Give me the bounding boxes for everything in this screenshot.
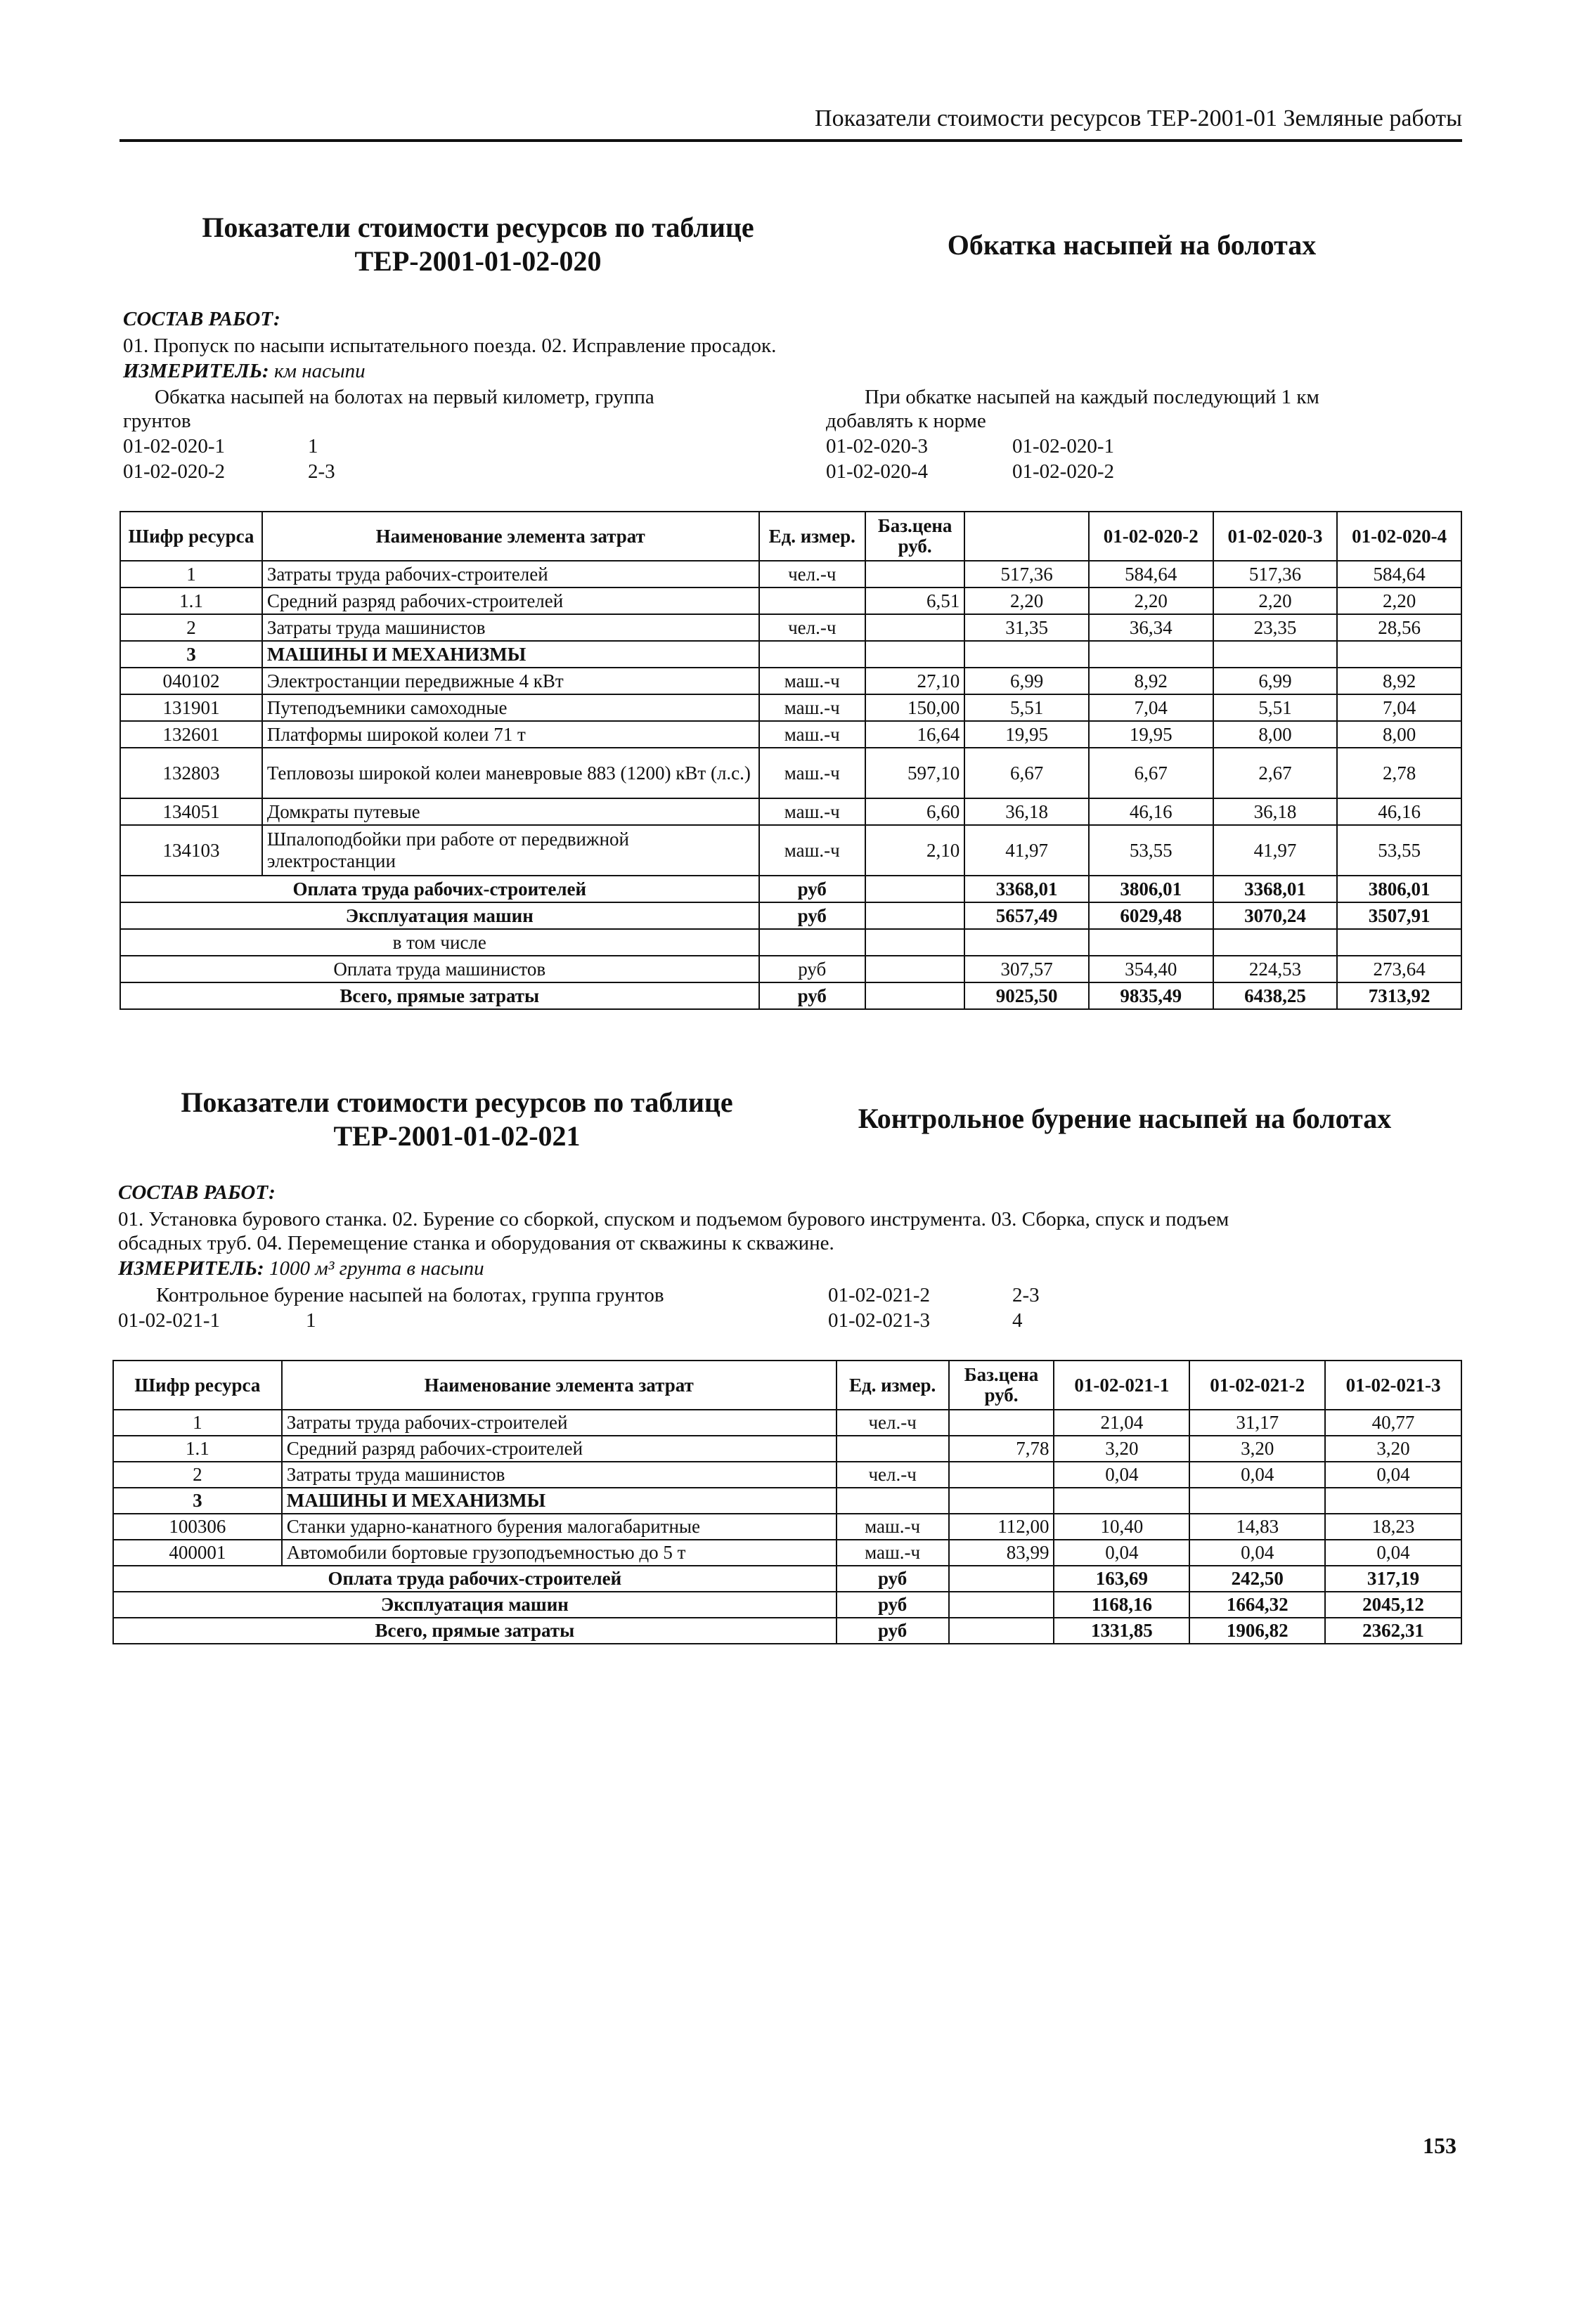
summary-value: 3806,01 bbox=[1089, 876, 1213, 902]
summary-value: 354,40 bbox=[1089, 956, 1213, 982]
summary-label: Оплата труда машинистов bbox=[120, 956, 759, 982]
cell-price: 112,00 bbox=[949, 1514, 1054, 1540]
cell-value: 2,20 bbox=[1337, 588, 1461, 614]
section2-note: Контрольное бурение насыпей на болотах, группа грунтов bbox=[156, 1284, 664, 1306]
cell-price bbox=[865, 561, 964, 588]
summary-value: 1906,82 bbox=[1189, 1618, 1325, 1644]
summary-unit: руб bbox=[759, 902, 865, 929]
section1-right-val-1: 01-02-020-1 bbox=[1012, 435, 1114, 457]
cell-value: 14,83 bbox=[1189, 1514, 1325, 1540]
col-header-code-2: 01-02-020-2 bbox=[1089, 512, 1213, 561]
col-header-code-3: 01-02-020-3 bbox=[1213, 512, 1338, 561]
cell-shifr: 2 bbox=[113, 1462, 282, 1488]
section1-right-note-1: При обкатке насыпей на каждый последующий 1 км bbox=[865, 386, 1319, 408]
cell-shifr: 1 bbox=[120, 561, 262, 588]
cell-value: 7,04 bbox=[1337, 694, 1461, 721]
cell-name: Электростанции передвижные 4 кВт bbox=[262, 668, 759, 694]
table-row bbox=[120, 588, 1461, 614]
summary-value: 9835,49 bbox=[1089, 982, 1213, 1009]
summary-row bbox=[120, 929, 1461, 956]
cell-value: 6,67 bbox=[1089, 748, 1213, 798]
cell-value: 8,00 bbox=[1213, 721, 1338, 748]
cell-price bbox=[865, 641, 964, 668]
summary-unit: руб bbox=[759, 982, 865, 1009]
summary-value bbox=[1213, 929, 1338, 956]
section2-right-code-1: 01-02-021-2 bbox=[828, 1284, 930, 1306]
summary-price bbox=[865, 876, 964, 902]
summary-price bbox=[865, 982, 964, 1009]
summary-row bbox=[120, 956, 1461, 982]
cell-price: 597,10 bbox=[865, 748, 964, 798]
cell-shifr: 040102 bbox=[120, 668, 262, 694]
cell-value: 517,36 bbox=[1213, 561, 1338, 588]
cell-value: 0,04 bbox=[1054, 1540, 1189, 1566]
table-row bbox=[113, 1540, 1461, 1566]
section2-title-line2: ТЕР-2001-01-02-021 bbox=[333, 1120, 581, 1152]
cell-unit bbox=[837, 1436, 949, 1462]
summary-unit: руб bbox=[759, 956, 865, 982]
col-header-shifr: Шифр ресурса bbox=[120, 512, 262, 561]
summary-value: 3368,01 bbox=[1213, 876, 1338, 902]
cell-value: 3,20 bbox=[1189, 1436, 1325, 1462]
table-row bbox=[120, 748, 1461, 798]
cell-name: Автомобили бортовые грузоподъемностью до 5 т bbox=[282, 1540, 837, 1566]
cell-shifr: 1.1 bbox=[113, 1436, 282, 1462]
cell-name: Тепловозы широкой колеи маневровые 883 (1200) кВт (л.с.) bbox=[262, 748, 759, 798]
section2-right-val-2: 4 bbox=[1012, 1309, 1023, 1332]
section1-izm-value: км насыпи bbox=[273, 360, 366, 382]
table-row bbox=[120, 561, 1461, 588]
section2-izmeritel bbox=[118, 1257, 484, 1280]
summary-label: Оплата труда рабочих-строителей bbox=[113, 1566, 837, 1592]
summary-value: 6029,48 bbox=[1089, 902, 1213, 929]
cell-value: 31,35 bbox=[964, 614, 1089, 641]
cell-value: 6,67 bbox=[964, 748, 1089, 798]
cell-value bbox=[1189, 1488, 1325, 1514]
cell-value: 517,36 bbox=[964, 561, 1089, 588]
cell-value: 41,97 bbox=[964, 825, 1089, 876]
summary-value: 6438,25 bbox=[1213, 982, 1338, 1009]
summary-label: в том числе bbox=[120, 929, 759, 956]
table-header-row bbox=[120, 512, 1461, 561]
section1-sostav-text: 01. Пропуск по насыпи испытательного поезда. 02. Исправление просадок. bbox=[123, 335, 777, 357]
cell-unit: чел.-ч bbox=[837, 1462, 949, 1488]
cell-value bbox=[964, 641, 1089, 668]
summary-unit bbox=[759, 929, 865, 956]
cell-name: Затраты труда рабочих-строителей bbox=[262, 561, 759, 588]
col-header-price: Баз.цена руб. bbox=[865, 512, 964, 561]
summary-value: 273,64 bbox=[1337, 956, 1461, 982]
cell-value bbox=[1337, 641, 1461, 668]
cell-unit: маш.-ч bbox=[837, 1514, 949, 1540]
cell-name: Путеподъемники самоходные bbox=[262, 694, 759, 721]
cell-value: 53,55 bbox=[1337, 825, 1461, 876]
cell-shifr: 134103 bbox=[120, 825, 262, 876]
cell-value bbox=[1213, 641, 1338, 668]
cell-unit: чел.-ч bbox=[759, 561, 865, 588]
table-row bbox=[120, 641, 1461, 668]
summary-unit: руб bbox=[837, 1618, 949, 1644]
summary-row bbox=[113, 1592, 1461, 1618]
cell-value: 0,04 bbox=[1189, 1462, 1325, 1488]
summary-price bbox=[949, 1592, 1054, 1618]
col-header-code-3: 01-02-021-3 bbox=[1325, 1361, 1461, 1410]
cell-value: 0,04 bbox=[1325, 1540, 1461, 1566]
table-row bbox=[120, 614, 1461, 641]
section2-izm-label: ИЗМЕРИТЕЛЬ: bbox=[118, 1257, 264, 1280]
col-header-shifr: Шифр ресурса bbox=[113, 1361, 282, 1410]
cell-value: 3,20 bbox=[1054, 1436, 1189, 1462]
cell-value: 53,55 bbox=[1089, 825, 1213, 876]
summary-value: 1331,85 bbox=[1054, 1618, 1189, 1644]
summary-value: 2045,12 bbox=[1325, 1592, 1461, 1618]
cell-value bbox=[1054, 1488, 1189, 1514]
section2-right-val-1: 2-3 bbox=[1012, 1284, 1040, 1306]
section2-sostav-line2: обсадных труб. 04. Перемещение станка и оборудования от скважины к скважине. bbox=[118, 1232, 834, 1254]
col-header-code-1 bbox=[964, 512, 1089, 561]
section1-left-note-2: грунтов bbox=[123, 410, 191, 432]
table-row bbox=[113, 1436, 1461, 1462]
cell-value: 46,16 bbox=[1089, 798, 1213, 825]
cell-price bbox=[949, 1488, 1054, 1514]
cell-name: Средний разряд рабочих-строителей bbox=[282, 1436, 837, 1462]
summary-value: 3070,24 bbox=[1213, 902, 1338, 929]
summary-value: 1664,32 bbox=[1189, 1592, 1325, 1618]
cell-unit: маш.-ч bbox=[759, 668, 865, 694]
cell-shifr: 3 bbox=[113, 1488, 282, 1514]
summary-value: 7313,92 bbox=[1337, 982, 1461, 1009]
col-header-code-4: 01-02-020-4 bbox=[1337, 512, 1461, 561]
cell-value: 2,20 bbox=[1213, 588, 1338, 614]
table-header-row bbox=[113, 1361, 1461, 1410]
table-row bbox=[120, 825, 1461, 876]
cell-unit bbox=[759, 641, 865, 668]
section1-right-code-1: 01-02-020-3 bbox=[826, 435, 928, 457]
section2-izm-value: 1000 м³ грунта в насыпи bbox=[269, 1257, 484, 1280]
section2-table-body bbox=[113, 1410, 1461, 1644]
summary-value: 1168,16 bbox=[1054, 1592, 1189, 1618]
summary-value: 3806,01 bbox=[1337, 876, 1461, 902]
summary-row bbox=[120, 982, 1461, 1009]
cell-shifr: 100306 bbox=[113, 1514, 282, 1540]
cell-unit: маш.-ч bbox=[759, 798, 865, 825]
summary-value: 5657,49 bbox=[964, 902, 1089, 929]
cell-shifr: 134051 bbox=[120, 798, 262, 825]
cell-price: 150,00 bbox=[865, 694, 964, 721]
section1-left-note-1: Обкатка насыпей на болотах на первый километр, группа bbox=[155, 386, 654, 408]
cell-unit: маш.-ч bbox=[759, 694, 865, 721]
cell-name: МАШИНЫ И МЕХАНИЗМЫ bbox=[262, 641, 759, 668]
cell-price: 6,60 bbox=[865, 798, 964, 825]
cell-value: 21,04 bbox=[1054, 1410, 1189, 1436]
table-row bbox=[113, 1514, 1461, 1540]
section2-left-code-1: 01-02-021-1 bbox=[118, 1309, 220, 1332]
cell-value: 2,20 bbox=[1089, 588, 1213, 614]
cell-shifr: 132803 bbox=[120, 748, 262, 798]
cell-value: 0,04 bbox=[1189, 1540, 1325, 1566]
cell-shifr: 1 bbox=[113, 1410, 282, 1436]
section1-table bbox=[120, 511, 1462, 1010]
table-row bbox=[120, 721, 1461, 748]
cell-value: 0,04 bbox=[1325, 1462, 1461, 1488]
section2-sostav-line1: 01. Установка бурового станка. 02. Бурение со сборкой, спуском и подъемом бурового инструмента. 03. Сборка, спуск и подъем bbox=[118, 1208, 1229, 1231]
summary-row bbox=[113, 1566, 1461, 1592]
col-header-code-2: 01-02-021-2 bbox=[1189, 1361, 1325, 1410]
cell-value: 0,04 bbox=[1054, 1462, 1189, 1488]
section1-izm-label: ИЗМЕРИТЕЛЬ: bbox=[123, 360, 269, 382]
section1-title-line2: ТЕР-2001-01-02-020 bbox=[354, 245, 602, 277]
cell-price: 16,64 bbox=[865, 721, 964, 748]
cell-name: Шпалоподбойки при работе от передвижной электростанции bbox=[262, 825, 759, 876]
cell-unit bbox=[759, 588, 865, 614]
summary-row bbox=[120, 902, 1461, 929]
section1-left-code-1: 01-02-020-1 bbox=[123, 435, 225, 457]
summary-value: 9025,50 bbox=[964, 982, 1089, 1009]
cell-value: 36,18 bbox=[1213, 798, 1338, 825]
cell-shifr: 2 bbox=[120, 614, 262, 641]
cell-value: 8,00 bbox=[1337, 721, 1461, 748]
section2-sostav-label: СОСТАВ РАБОТ: bbox=[118, 1181, 276, 1204]
cell-unit: маш.-ч bbox=[759, 825, 865, 876]
cell-unit: чел.-ч bbox=[759, 614, 865, 641]
table-row bbox=[113, 1462, 1461, 1488]
cell-value: 584,64 bbox=[1089, 561, 1213, 588]
cell-value: 41,97 bbox=[1213, 825, 1338, 876]
col-header-name: Наименование элемента затрат bbox=[282, 1361, 837, 1410]
summary-value: 307,57 bbox=[964, 956, 1089, 982]
cell-value: 40,77 bbox=[1325, 1410, 1461, 1436]
table-row bbox=[113, 1488, 1461, 1514]
summary-price bbox=[865, 956, 964, 982]
table-row bbox=[113, 1410, 1461, 1436]
summary-value bbox=[964, 929, 1089, 956]
table-row bbox=[120, 668, 1461, 694]
summary-label: Всего, прямые затраты bbox=[113, 1618, 837, 1644]
cell-value bbox=[1089, 641, 1213, 668]
col-header-code-1: 01-02-021-1 bbox=[1054, 1361, 1189, 1410]
cell-name: Затраты труда машинистов bbox=[282, 1462, 837, 1488]
section1-left-code-2: 01-02-020-2 bbox=[123, 460, 225, 483]
section1-left-val-1: 1 bbox=[308, 435, 318, 457]
col-header-name: Наименование элемента затрат bbox=[262, 512, 759, 561]
summary-price bbox=[949, 1566, 1054, 1592]
cell-value: 46,16 bbox=[1337, 798, 1461, 825]
cell-value: 36,34 bbox=[1089, 614, 1213, 641]
cell-shifr: 400001 bbox=[113, 1540, 282, 1566]
cell-value: 7,04 bbox=[1089, 694, 1213, 721]
cell-unit: маш.-ч bbox=[837, 1540, 949, 1566]
section1-table-body bbox=[120, 561, 1461, 1009]
section1-title bbox=[127, 211, 829, 278]
cell-value: 28,56 bbox=[1337, 614, 1461, 641]
summary-label: Всего, прямые затраты bbox=[120, 982, 759, 1009]
cell-price: 2,10 bbox=[865, 825, 964, 876]
summary-value bbox=[1089, 929, 1213, 956]
page-number: 153 bbox=[1423, 2133, 1456, 2158]
section1-izmeritel bbox=[123, 359, 366, 383]
section1-left-val-2: 2-3 bbox=[308, 460, 335, 483]
section1-subtitle: Обкатка насыпей на болотах bbox=[947, 229, 1317, 261]
summary-price bbox=[949, 1618, 1054, 1644]
cell-value: 8,92 bbox=[1089, 668, 1213, 694]
summary-unit: руб bbox=[837, 1566, 949, 1592]
table-row bbox=[120, 798, 1461, 825]
summary-value: 3507,91 bbox=[1337, 902, 1461, 929]
cell-value: 23,35 bbox=[1213, 614, 1338, 641]
cell-shifr: 132601 bbox=[120, 721, 262, 748]
cell-value: 6,99 bbox=[1213, 668, 1338, 694]
cell-name: Средний разряд рабочих-строителей bbox=[262, 588, 759, 614]
cell-shifr: 131901 bbox=[120, 694, 262, 721]
cell-price: 83,99 bbox=[949, 1540, 1054, 1566]
table-row bbox=[120, 694, 1461, 721]
running-header: Показатели стоимости ресурсов ТЕР-2001-01 Земляные работы bbox=[120, 105, 1462, 142]
summary-row bbox=[113, 1618, 1461, 1644]
section2-subtitle: Контрольное бурение насыпей на болотах bbox=[858, 1103, 1392, 1134]
cell-unit: маш.-ч bbox=[759, 748, 865, 798]
summary-price bbox=[865, 902, 964, 929]
cell-unit bbox=[837, 1488, 949, 1514]
section2-table bbox=[112, 1360, 1462, 1644]
cell-price: 27,10 bbox=[865, 668, 964, 694]
section2-title bbox=[105, 1086, 808, 1153]
summary-label: Эксплуатация машин bbox=[120, 902, 759, 929]
cell-value: 8,92 bbox=[1337, 668, 1461, 694]
col-header-unit: Ед. измер. bbox=[837, 1361, 949, 1410]
cell-value: 2,20 bbox=[964, 588, 1089, 614]
section1-right-val-2: 01-02-020-2 bbox=[1012, 460, 1114, 483]
col-header-unit: Ед. измер. bbox=[759, 512, 865, 561]
summary-label: Оплата труда рабочих-строителей bbox=[120, 876, 759, 902]
cell-price: 7,78 bbox=[949, 1436, 1054, 1462]
cell-price bbox=[949, 1410, 1054, 1436]
section2-title-line1: Показатели стоимости ресурсов по таблице bbox=[181, 1086, 733, 1118]
summary-value: 317,19 bbox=[1325, 1566, 1461, 1592]
section2-left-val-1: 1 bbox=[306, 1309, 316, 1332]
summary-value bbox=[1337, 929, 1461, 956]
summary-value: 224,53 bbox=[1213, 956, 1338, 982]
cell-value: 3,20 bbox=[1325, 1436, 1461, 1462]
cell-value bbox=[1325, 1488, 1461, 1514]
summary-value: 242,50 bbox=[1189, 1566, 1325, 1592]
cell-value: 2,78 bbox=[1337, 748, 1461, 798]
cell-value: 2,67 bbox=[1213, 748, 1338, 798]
section2-right-code-2: 01-02-021-3 bbox=[828, 1309, 930, 1332]
cell-name: Платформы широкой колеи 71 т bbox=[262, 721, 759, 748]
col-header-price: Баз.цена руб. bbox=[949, 1361, 1054, 1410]
cell-value: 31,17 bbox=[1189, 1410, 1325, 1436]
section1-sostav-label: СОСТАВ РАБОТ: bbox=[123, 308, 280, 330]
cell-value: 6,99 bbox=[964, 668, 1089, 694]
summary-value: 3368,01 bbox=[964, 876, 1089, 902]
cell-name: Затраты труда рабочих-строителей bbox=[282, 1410, 837, 1436]
cell-value: 19,95 bbox=[1089, 721, 1213, 748]
summary-label: Эксплуатация машин bbox=[113, 1592, 837, 1618]
cell-price bbox=[949, 1462, 1054, 1488]
summary-unit: руб bbox=[837, 1592, 949, 1618]
cell-shifr: 3 bbox=[120, 641, 262, 668]
cell-name: МАШИНЫ И МЕХАНИЗМЫ bbox=[282, 1488, 837, 1514]
summary-row bbox=[120, 876, 1461, 902]
summary-price bbox=[865, 929, 964, 956]
cell-value: 584,64 bbox=[1337, 561, 1461, 588]
cell-name: Домкраты путевые bbox=[262, 798, 759, 825]
summary-unit: руб bbox=[759, 876, 865, 902]
cell-value: 36,18 bbox=[964, 798, 1089, 825]
cell-price bbox=[865, 614, 964, 641]
cell-price: 6,51 bbox=[865, 588, 964, 614]
cell-unit: маш.-ч bbox=[759, 721, 865, 748]
section1-title-line1: Показатели стоимости ресурсов по таблице bbox=[202, 212, 754, 243]
cell-shifr: 1.1 bbox=[120, 588, 262, 614]
cell-name: Затраты труда машинистов bbox=[262, 614, 759, 641]
summary-value: 163,69 bbox=[1054, 1566, 1189, 1592]
section1-right-note-2: добавлять к норме bbox=[826, 410, 986, 432]
cell-value: 18,23 bbox=[1325, 1514, 1461, 1540]
section1-right-code-2: 01-02-020-4 bbox=[826, 460, 928, 483]
cell-unit: чел.-ч bbox=[837, 1410, 949, 1436]
cell-value: 10,40 bbox=[1054, 1514, 1189, 1540]
cell-value: 19,95 bbox=[964, 721, 1089, 748]
cell-value: 5,51 bbox=[964, 694, 1089, 721]
summary-value: 2362,31 bbox=[1325, 1618, 1461, 1644]
cell-value: 5,51 bbox=[1213, 694, 1338, 721]
cell-name: Станки ударно-канатного бурения малогабаритные bbox=[282, 1514, 837, 1540]
